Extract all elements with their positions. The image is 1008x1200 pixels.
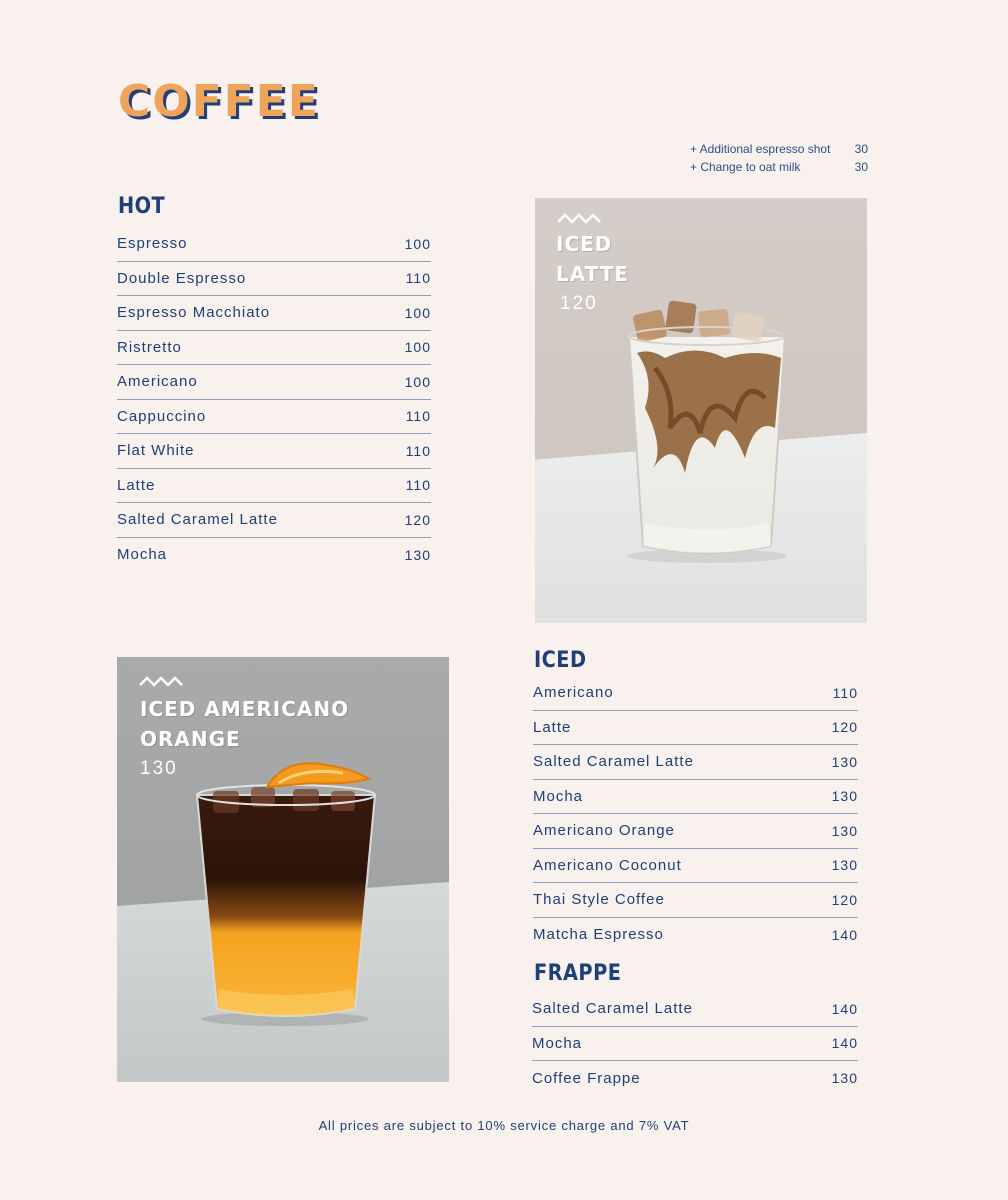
item-price: 130	[831, 857, 858, 874]
item-price: 120	[831, 719, 858, 736]
item-name: Espresso Macchiato	[117, 304, 271, 322]
item-name: Cappuccino	[117, 407, 207, 425]
iced-latte-glass-image	[615, 298, 795, 568]
menu-item	[533, 918, 858, 953]
zigzag-icon	[557, 212, 601, 224]
title-line: ICED AMERICANO	[140, 697, 350, 721]
frappe-menu-list	[532, 992, 858, 1096]
item-name: Latte	[117, 476, 156, 494]
addon-price: 30	[854, 160, 868, 174]
addon-row	[690, 158, 868, 176]
title-line: ICED	[556, 232, 613, 256]
iced-menu-list	[533, 676, 858, 952]
menu-item	[117, 227, 431, 262]
iced-latte-price: 120	[560, 293, 598, 314]
iced-americano-orange-title	[140, 694, 349, 754]
item-price: 130	[831, 822, 858, 839]
menu-item	[533, 780, 858, 815]
menu-item	[117, 434, 431, 469]
menu-item	[117, 538, 431, 573]
menu-item	[117, 296, 431, 331]
menu-item	[533, 711, 858, 746]
frappe-heading: FRAPPE	[534, 961, 622, 986]
item-name: Matcha Espresso	[533, 926, 664, 944]
item-price: 110	[405, 477, 431, 494]
menu-item	[532, 1061, 858, 1096]
item-name: Espresso	[117, 235, 188, 253]
item-name: Americano	[533, 684, 614, 702]
menu-item	[533, 849, 858, 884]
item-name: Americano Coconut	[533, 856, 682, 874]
item-price: 100	[404, 339, 431, 356]
zigzag-icon	[139, 675, 183, 687]
hot-heading: HOT	[118, 194, 166, 219]
addon-price: 30	[854, 142, 868, 156]
menu-item	[117, 365, 431, 400]
menu-item	[117, 503, 431, 538]
item-price: 130	[404, 546, 431, 563]
item-price: 140	[831, 1000, 858, 1017]
item-price: 120	[404, 511, 431, 528]
item-name: Mocha	[533, 787, 584, 805]
iced-heading: ICED	[534, 648, 587, 673]
item-name: Coffee Frappe	[532, 1069, 641, 1087]
menu-item	[117, 262, 431, 297]
menu-item	[533, 676, 858, 711]
item-name: Salted Caramel Latte	[117, 511, 278, 529]
menu-title: COFFEE	[118, 76, 320, 127]
item-price: 140	[831, 1035, 858, 1052]
menu-item	[532, 1027, 858, 1062]
iced-latte-title	[556, 229, 629, 289]
item-price: 100	[404, 304, 431, 321]
iced-americano-orange-price: 130	[140, 758, 178, 779]
addon-label: + Change to oat milk	[690, 160, 801, 174]
item-price: 110	[405, 408, 431, 425]
item-price: 110	[832, 684, 858, 701]
title-line: LATTE	[556, 262, 630, 286]
iced-latte-photo	[535, 198, 867, 623]
item-price: 110	[405, 442, 431, 459]
item-price: 130	[831, 788, 858, 805]
title-line: ORANGE	[140, 727, 241, 751]
item-name: Mocha	[117, 546, 168, 564]
item-name: Ristretto	[117, 338, 182, 356]
item-price: 100	[404, 373, 431, 390]
item-name: Americano Orange	[533, 822, 675, 840]
menu-item	[533, 814, 858, 849]
item-name: Salted Caramel Latte	[533, 753, 694, 771]
menu-item	[117, 400, 431, 435]
menu-item	[533, 883, 858, 918]
item-price: 130	[831, 1070, 858, 1087]
item-name: Thai Style Coffee	[533, 891, 665, 909]
addons-note	[690, 140, 868, 176]
menu-item	[117, 331, 431, 366]
item-price: 100	[404, 235, 431, 252]
item-price: 120	[831, 891, 858, 908]
item-name: Double Espresso	[117, 269, 247, 287]
iced-americano-orange-glass-image	[193, 757, 383, 1027]
menu-item	[532, 992, 858, 1027]
menu-item	[117, 469, 431, 504]
item-price: 130	[831, 753, 858, 770]
item-name: Latte	[533, 718, 572, 736]
item-name: Salted Caramel Latte	[532, 1000, 693, 1018]
item-price: 110	[405, 270, 431, 287]
item-name: Mocha	[532, 1034, 583, 1052]
menu-item	[533, 745, 858, 780]
item-name: Flat White	[117, 442, 195, 460]
item-name: Americano	[117, 373, 198, 391]
hot-menu-list	[117, 227, 431, 572]
iced-americano-orange-photo	[117, 657, 449, 1082]
footer-note: All prices are subject to 10% service charge and 7% VAT	[318, 1118, 690, 1133]
addon-label: + Additional espresso shot	[690, 142, 831, 156]
addon-row	[690, 140, 868, 158]
item-price: 140	[831, 926, 858, 943]
